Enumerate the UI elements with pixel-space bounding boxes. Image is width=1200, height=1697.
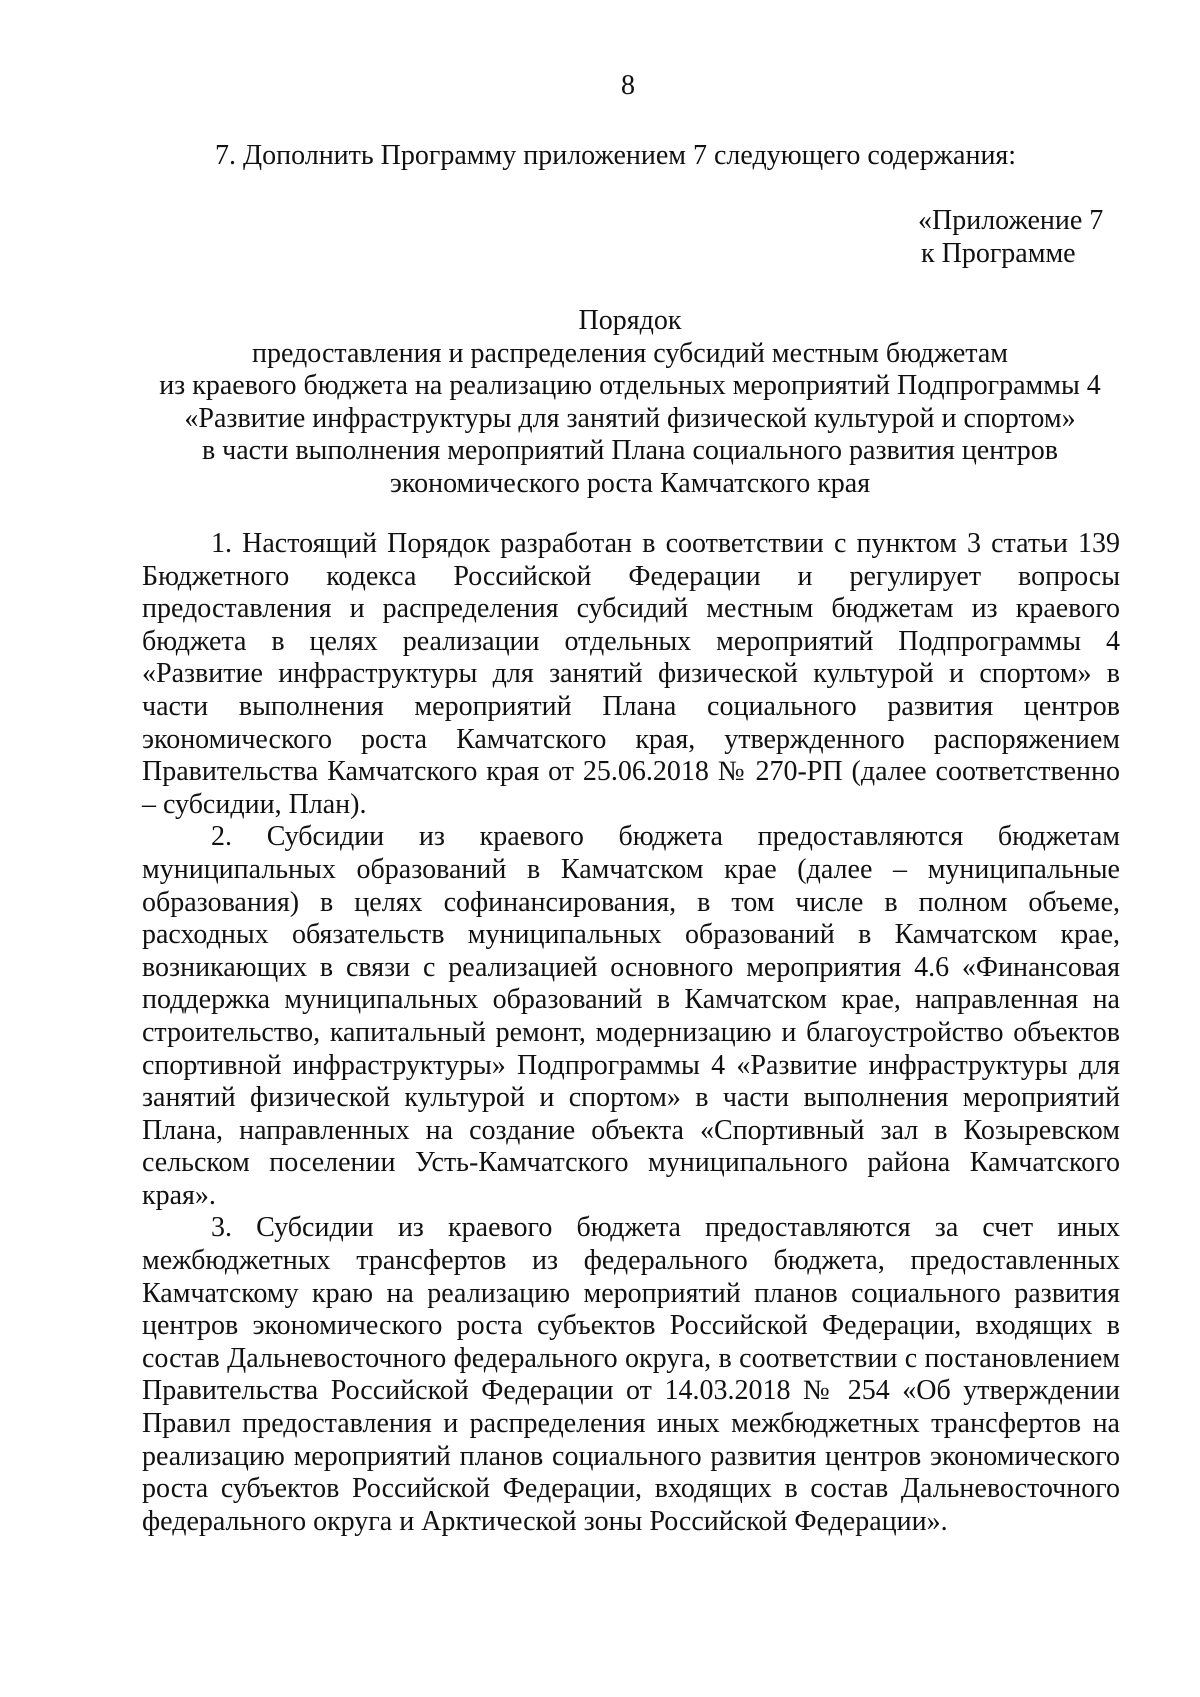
appendix-line-1: «Приложение 7 <box>918 205 1104 236</box>
document-body <box>142 528 1120 1538</box>
title-line: «Развитие инфраструктуры для занятий физической культурой и спортом» <box>184 402 1076 434</box>
title-line: экономического роста Камчатского края <box>389 467 871 499</box>
title-line: из краевого бюджета на реализацию отдельных мероприятий Подпрограммы 4 <box>159 370 1101 402</box>
appendix-reference <box>918 205 1103 270</box>
intro-text: 7. Дополнить Программу приложением 7 следующего содержания: <box>215 140 1017 171</box>
appendix-line-2: к Программе <box>921 237 1076 269</box>
paragraph-3: 3. Субсидии из краевого бюджета предоставляются за счет иных межбюджетных трансфертов из федерального бюджета, предоставленных Камчатскому краю на реализацию мероприятий планов социального развития центров экономического роста субъектов Российской Федерации, входящих в состав Дальневосточного федерального округа, в соответствии с постановлением Правительства Российской Федерации от 14.03.2018 № 254 «Об утверждении Правил предоставления и распределения иных межбюджетных трансфертов на реализацию мероприятий планов социального развития центров экономического роста субъектов Российской Федерации, входящих в состав Дальневосточного федерального округа и Арктической зоны Российской Федерации». <box>142 1212 1120 1537</box>
page-number: 8 <box>621 70 635 101</box>
document-title <box>140 305 1120 501</box>
title-line: предоставления и распределения субсидий местным бюджетам <box>251 337 1009 369</box>
title-heading: Порядок <box>578 305 682 336</box>
paragraph-1: 1. Настоящий Порядок разработан в соответствии с пунктом 3 статьи 139 Бюджетного кодекса Российской Федерации и регулирует вопросы предоставления и распределения субсидий местным бюджетам из краевого бюджета в целях реализации отдельных мероприятий Подпрограммы 4 «Развитие инфраструктуры для занятий физической культурой и спортом» в части выполнения мероприятий Плана социального развития центров экономического роста Камчатского края, утвержденного распоряжением Правительства Камчатского края от 25.06.2018 № 270-РП (далее соответственно – субсидии, План). <box>142 528 1120 820</box>
title-line: в части выполнения мероприятий Плана социального развития центров <box>201 435 1059 467</box>
paragraph-2: 2. Субсидии из краевого бюджета предоставляются бюджетам муниципальных образований в Камчатском крае (далее – муниципальные образования) в целях софинансирования, в том числе в полном объеме, расходных обязательств муниципальных образований в Камчатском крае, возникающих в связи с реализацией основного мероприятия 4.6 «Финансовая поддержка муниципальных образований в Камчатском крае, направленная на строительство, капитальный ремонт, модернизацию и благоустройство объектов спортивной инфраструктуры» Подпрограммы 4 «Развитие инфраструктуры для занятий физической культурой и спортом» в части выполнения мероприятий Плана, направленных на создание объекта «Спортивный зал в Козыревском сельском поселении Усть-Камчатского муниципального района Камчатского края». <box>142 821 1120 1211</box>
